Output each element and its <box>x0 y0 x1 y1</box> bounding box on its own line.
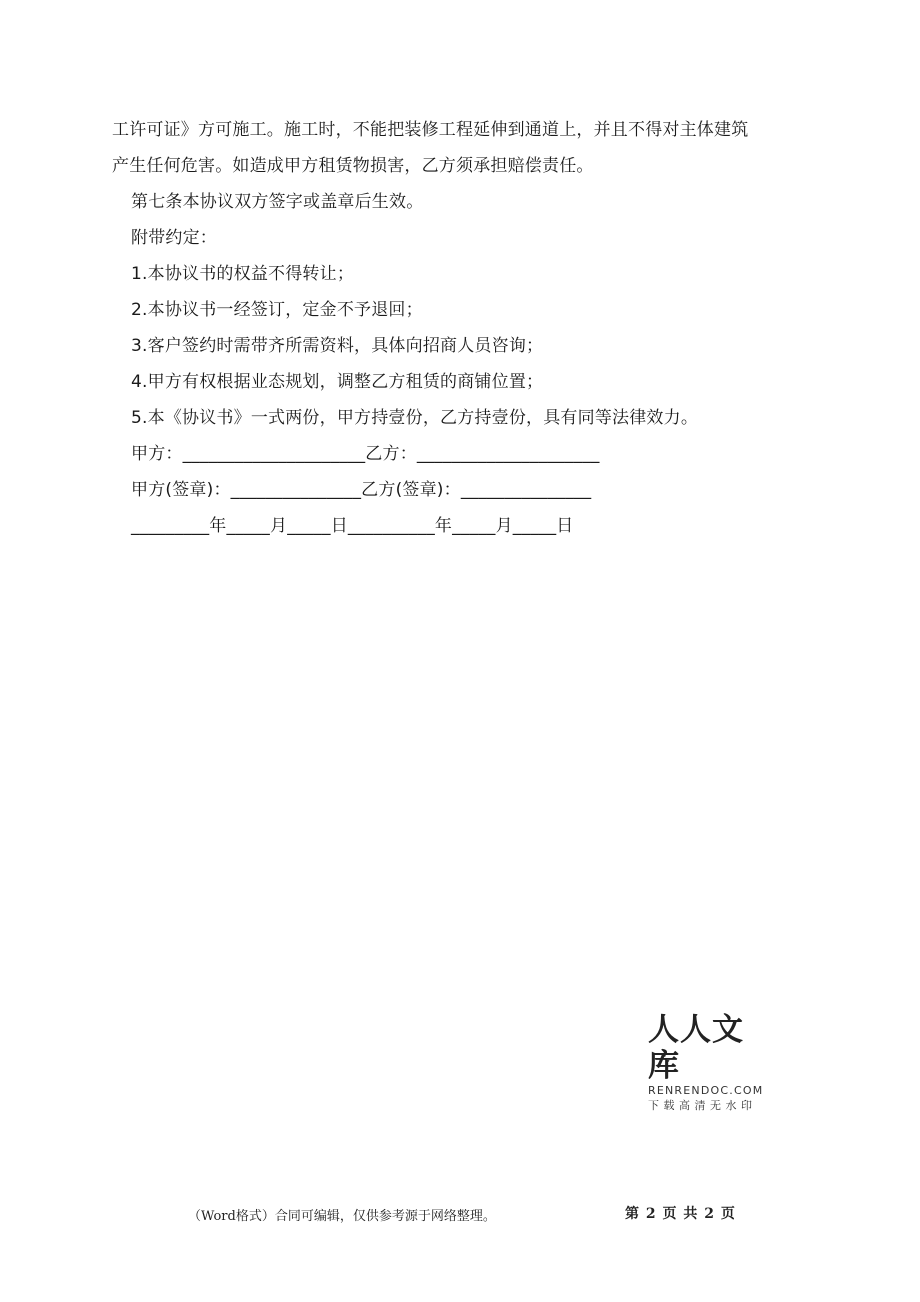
watermark-logo <box>648 1012 773 1114</box>
body-line: 产生任何危害。如造成甲方租赁物损害，乙方须承担赔偿责任。 <box>112 156 594 176</box>
appendix-item-1: 1.本协议书的权益不得转让； <box>131 264 355 284</box>
appendix-item-4: 4.甲方有权根据业态规划，调整乙方租赁的商铺位置； <box>131 372 544 392</box>
appendix-heading: 附带约定： <box>131 228 217 248</box>
appendix-item-3: 3.客户签约时需带齐所需资料，具体向招商人员咨询； <box>131 336 544 356</box>
watermark-title: 人人文库 <box>648 1012 744 1084</box>
appendix-item-2: 2.本协议书一经签订，定金不予退回； <box>131 300 423 320</box>
body-line: 工许可证》方可施工。施工时，不能把装修工程延伸到通道上，并且不得对主体建筑 <box>112 120 749 140</box>
date-line: _________年_____月_____日__________年_____月_____日 <box>131 516 574 536</box>
watermark-url: RENRENDOC.COM <box>648 1084 764 1097</box>
article-seven: 第七条本协议双方签字或盖章后生效。 <box>131 192 424 212</box>
watermark-tagline: 下载高清无水印 <box>648 1099 757 1112</box>
signature-line: 甲方(签章)：_______________乙方(签章)：_______________ <box>131 480 592 500</box>
footer-note: （Word格式）合同可编辑，仅供参考源于网络整理。 <box>188 1209 496 1224</box>
appendix-item-5: 5.本《协议书》一式两份，甲方持壹份，乙方持壹份，具有同等法律效力。 <box>131 408 699 428</box>
page-number: 第 2 页 共 2 页 <box>625 1206 735 1222</box>
party-line: 甲方：_____________________乙方：_____________________ <box>131 444 600 464</box>
